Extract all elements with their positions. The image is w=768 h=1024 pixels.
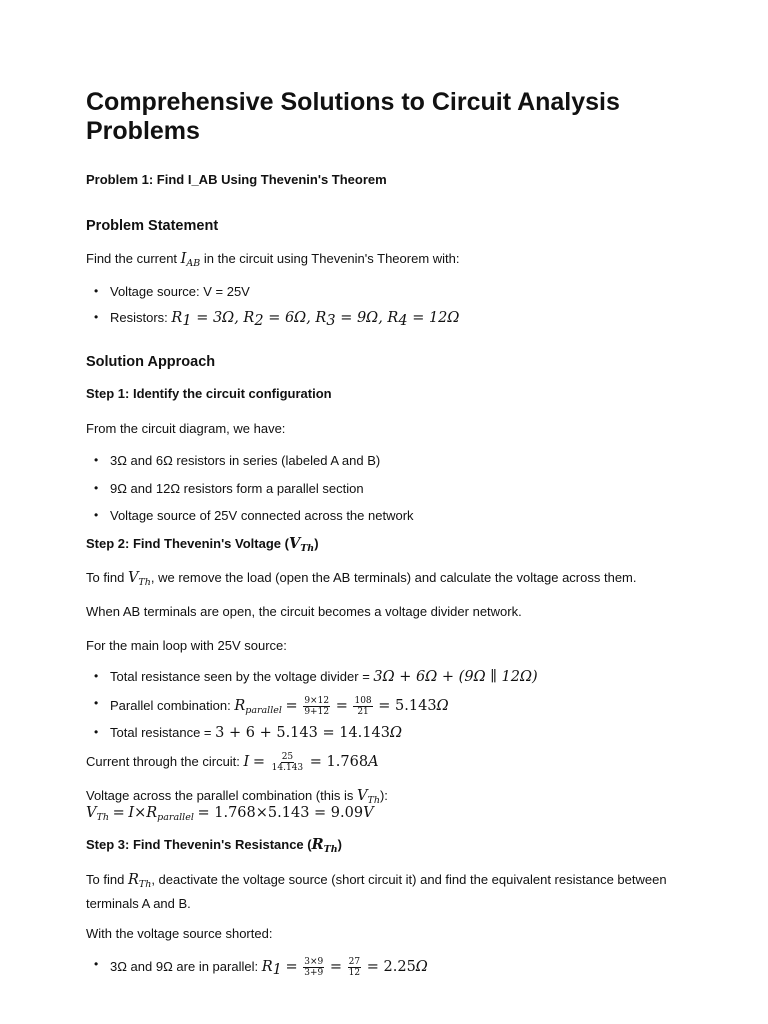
list-item: • 3Ω and 6Ω resistors in series (labeled A and B) bbox=[110, 453, 380, 468]
text-segment: , we remove the load (open the AB terminals) and calculate the voltage across them. bbox=[150, 570, 637, 585]
list-item: • Voltage source of 25V connected across the network bbox=[110, 508, 414, 523]
vth-equation: $V_{Th} = I\times R_{parallel} = 1.768\times 5.143 = 9.09V$ bbox=[86, 805, 374, 823]
text-segment: To find bbox=[86, 872, 125, 887]
math-parallel: $R_{parallel}$ bbox=[234, 697, 282, 716]
section-heading-solution: Solution Approach bbox=[86, 354, 216, 370]
statement-paragraph bbox=[86, 249, 460, 273]
step1-heading: Step 1: Identify the circuit configuration bbox=[86, 386, 332, 401]
text-segment: Parallel combination: bbox=[110, 697, 231, 713]
step2-paragraph-1 bbox=[86, 568, 637, 592]
list-item: • 3Ω and 9Ω are in parallel: $R_1$ = $\frac{3\times 9}{3+9}$ = $\frac{27}{12}$ = 2.25Ω bbox=[110, 957, 428, 978]
resistors-label: Resistors: bbox=[110, 310, 168, 325]
list-item bbox=[110, 310, 459, 329]
step2-heading-pre: Step 2: Find Thevenin's Voltage ( bbox=[86, 536, 289, 551]
math-rth: $R_{Th}$ bbox=[127, 872, 152, 890]
text-segment: Total resistance = bbox=[110, 725, 212, 740]
page-title: Comprehensive Solutions to Circuit Analysis Problems bbox=[86, 88, 620, 145]
math-vth: $V_{Th}$ bbox=[288, 535, 315, 554]
math-resistor-values: $R_1 = 3\Omega$, $R_2 = 6\Omega$, $R_3 = 9\Omega$, $R_4 = 12\Omega$ bbox=[171, 310, 460, 329]
step3-paragraph-1 bbox=[86, 870, 686, 913]
text-segment: ): bbox=[379, 788, 388, 803]
text-segment: To find bbox=[86, 570, 125, 585]
math-total-resistance-expression: 3Ω + 6Ω + (9Ω ∥ 12Ω) bbox=[373, 669, 538, 685]
list-item: • Voltage source: V = 25V bbox=[110, 284, 250, 299]
fraction: $\frac{25}{14.143}$ bbox=[271, 752, 304, 774]
step3-heading-post: ) bbox=[337, 837, 342, 852]
problem-heading: Problem 1: Find I_AB Using Thevenin's Theorem bbox=[86, 172, 387, 187]
step3-paragraph-2: With the voltage source shorted: bbox=[86, 926, 273, 941]
math-vth: $V_{Th}$ bbox=[127, 570, 151, 588]
list-item bbox=[110, 725, 402, 741]
current-line: Current through the circuit: I = $\frac{25}{14.143}$ = 1.768A bbox=[86, 752, 379, 774]
step1-intro: From the circuit diagram, we have: bbox=[86, 421, 286, 436]
text-segment: Current through the circuit: bbox=[86, 754, 240, 769]
list-item: • 9Ω and 12Ω resistors form a parallel section bbox=[110, 481, 364, 496]
list-item bbox=[110, 669, 538, 685]
fraction: $\frac{3\times 9}{3+9}$ bbox=[304, 957, 324, 978]
math-total-resistance: 3 + 6 + 5.143 = 14.143Ω bbox=[215, 725, 402, 741]
fraction: $\frac{108}{21}$ bbox=[354, 696, 372, 717]
step2-heading bbox=[86, 535, 319, 554]
fraction: $\frac{9\times 12}{9+12}$ bbox=[304, 696, 330, 717]
math-vth: $V_{Th}$ bbox=[357, 788, 380, 806]
text-segment: Total resistance seen by the voltage divider = bbox=[110, 669, 370, 684]
step2-paragraph-2: When AB terminals are open, the circuit becomes a voltage divider network. bbox=[86, 604, 522, 619]
text-segment: 3Ω and 9Ω are in parallel: bbox=[110, 958, 259, 974]
math-rth: $R_{Th}$ bbox=[311, 836, 338, 855]
text-segment: Voltage across the parallel combination (this is bbox=[86, 788, 354, 803]
fraction: $\frac{27}{12}$ bbox=[348, 957, 361, 978]
statement-pre: Find the current bbox=[86, 251, 178, 266]
step3-heading bbox=[86, 836, 342, 855]
statement-post: in the circuit using Thevenin's Theorem with: bbox=[203, 251, 460, 266]
section-heading-statement: Problem Statement bbox=[86, 218, 219, 234]
step2-paragraph-3: For the main loop with 25V source: bbox=[86, 638, 287, 653]
step3-heading-pre: Step 3: Find Thevenin's Resistance ( bbox=[86, 837, 312, 852]
math-iab: $I_{AB}$ bbox=[180, 251, 201, 269]
step2-heading-post: ) bbox=[314, 536, 319, 551]
text-segment: , deactivate the voltage source (short circuit it) and find the equivalent resistance between terminals A and B. bbox=[86, 872, 667, 911]
list-item: • Parallel combination: $R_{parallel}$ = $\frac{9\times 12}{9+12}$ = $\frac{108}{21}$ = 5.143Ω bbox=[110, 696, 449, 717]
